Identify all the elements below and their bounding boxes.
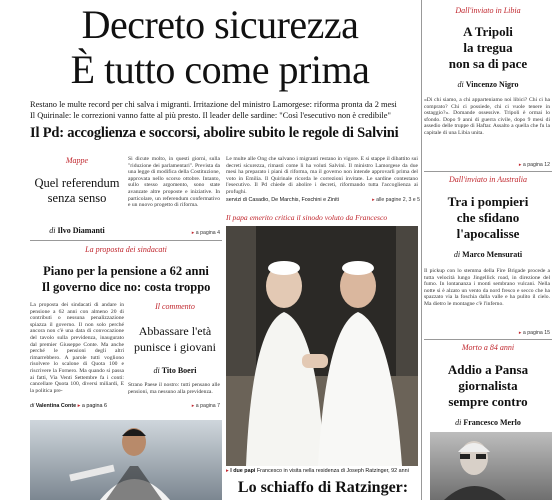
pompieri-ref-text: a pagina 15 [522,330,550,336]
papa-photo [226,226,418,466]
pensione-title-1: Piano per la pensione a 62 anni [43,264,209,278]
right-column-rule [421,0,422,500]
commento-kicker: Il commento [155,302,195,311]
dicite-ref: ▸ a pagina 4 [191,230,220,236]
top-section-divider [30,240,222,241]
mid-text-ref: ▸ alle pagine 2, 3 e 5 [372,197,420,203]
pompieri-author-prefix: di [453,250,461,259]
main-headline-2: È tutto come prima [70,47,370,92]
pansa-author-name: Francesco Merlo [463,418,521,427]
pompieri-title-2: che sfidano [456,210,520,225]
pensione-author: di Valentina Conte ▸ a pagina 6 [30,403,108,409]
libia-body: «Di chi siamo, a chi apparteniamo noi libici? Chi ci ha comprato? Chi ci possiede, chi ci vuole tenere in ostaggio?». Domande ossessive. Tripoli è ormai lo sfondo. Dopo 9 anni di guerra civile, dopo 9 mesi di assedio delle truppe di Haftar. Assalto a quella che fu la capitale di una Libia unita. [424,97,550,136]
pompieri-author [424,250,552,259]
pensione-body: La proposta dei sindacati di andare in pensione a 62 anni con almeno 20 di contributi o nessuna penalizzazione spiazza il governo. Il non solo perché ancora non c'è una data di convocazione del tavolo sulla previdenza, inaugurato dal premier Giuseppe Conte. Ma anche perché le pensioni degli altri rimarrebbero. A parole tutti vogliono risolvere lo scalone di Quota 100 e riscrivere la Fornero. Ma quando si passa ai fatti, Via Venti Settembre fa i conti: cancellare Quota 100, diversi miliardi, E la politica pre- [30,302,124,394]
commento-ref: ▸ a pagina 7 [191,403,220,409]
libia-divider [424,171,552,172]
dicite-ref-text: a pagina 4 [195,230,220,236]
mid-text-body: Le multe alle Ong che salvano i migranti restano in vigore. E si stappe il dibattito sui decreti sicurezza, rimasti come li ha voluti Salvini. Il ministro Lamorgese da due mesi ha preparato i piani di riforma, ma il governo non intende approvarli prima del voto in Emilia. Il Quirinale ricorda le correzioni invitate. Le sardine contestano l'esecutivo. Il Pd chiede di abolire i decreti, riformando tutta l'accoglienza ai profughi. [226,156,418,195]
pompieri-ref: ▸ a pagina 15 [518,330,550,336]
referendum-kicker: Mappe [65,156,89,165]
main-summary-1: Restano le multe record per chi salva i migranti. Irritazione del ministro Lamorgese: riforma pronta da 2 mesi [30,100,397,109]
referendum-title-2: senza senso [47,191,107,205]
pensione-kicker: La proposta dei sindacati [85,245,167,254]
libia-title-1: A Tripoli [463,24,513,39]
papa-caption: ▸ I due papi Francesco in visita nella residenza di Joseph Ratzinger, 92 anni [226,468,409,474]
pensione-ref-text: a pagina 6 [81,403,108,409]
libia-title-2: la tregua [463,40,513,55]
papa-kicker: Il papa emerito critica il sinodo voluto da Francesco [226,213,388,222]
mid-text-authors: servizi di Casadio, De Marchis, Foschini e Ziniti [226,197,339,203]
libia-ref: ▸ a pagina 12 [518,162,550,168]
pansa-photo [430,432,552,500]
main-subhead: Il Pd: accoglienza e soccorsi, abolire subito le regole di Salvini [30,125,399,141]
libia-author [424,80,552,89]
referendum-title-1: Quel referendum [34,176,120,190]
libia-author-name: Vincenzo Nigro [465,80,519,89]
papa-headline: Lo schiaffo di Ratzinger: [237,479,409,496]
main-summary-2: Il Quirinale: le correzioni vanno fatte al più presto. Il leader delle sardine: "Così l'esecutivo non è credibile" [30,111,391,120]
pompieri-title-1: Tra i pompieri [447,194,529,209]
commento-body: Strano Paese il nostro: tutti pensano alle pensioni, ma nessuno alla previdenza. [128,382,220,395]
libia-title-3: non sa di pace [448,56,528,71]
pompieri-author-name: Marco Mensurati [462,250,523,259]
mid-text-ref-text: alle pagine 2, 3 e 5 [376,197,420,203]
referendum-author [30,226,124,235]
athlete-figure-icon [30,420,222,500]
main-headline-1: Decreto sicurezza [81,2,359,47]
pompieri-kicker: Dall'inviato in Australia [448,175,527,184]
dicite-body: Si dicute molto, in questi giorni, sulla "riduzione dei parlamentari". Prevista da una legge di modifica della Costituzione, approvata nello scorso ottobre. Intanto, sullo stesso argomento, sono state avanzate altre proposte e iniziative. In particolare, un referendum confermativo e un nuovo progetto di riforma. [128,156,220,209]
athlete-photo [30,420,222,500]
pompieri-title-3: l'apocalisse [456,226,520,241]
referendum-author-prefix: di [49,226,56,235]
referendum-author-name: Ilvo Diamanti [57,226,105,235]
commento-title-1: Abbassare l'età [138,324,212,338]
pensione-title-2: Il governo dice no: costa troppo [41,280,211,294]
pompieri-divider [424,339,552,340]
pompieri-body: Il pickup con lo stemma della Fire Brigade procede a tutta velocità lungo Jingellick road, in direzione del fumo. In lontananza i monti sembrano vulcani. Nella notte si è alzato un vento da nord fresco e secco che ha spazzato via la foschia dalla valle e ha pulito il cielo. Ma dietro le montagne c'è l'inferno. [424,268,550,307]
pansa-title-2: giornalista [458,378,518,393]
libia-author-prefix: di [457,80,464,89]
pensione-author-prefix: di [30,403,35,409]
commento-title-2: punisce i giovani [134,340,216,354]
pansa-title-1: Addio a Pansa [447,362,529,377]
commento-author-name: Tito Boeri [161,366,197,375]
commento-author-prefix: di [153,366,160,375]
two-popes-icon [226,226,418,466]
pansa-author [424,418,552,427]
libia-ref-text: a pagina 12 [522,162,550,168]
libia-kicker: Dall'inviato in Libia [455,6,521,15]
pansa-author-prefix: di [455,418,462,427]
pansa-title-3: sempre contro [448,394,528,409]
papa-caption-bold: I due papi [230,468,256,474]
commento-author [128,366,222,375]
papa-caption-text: Francesco in visita nella residenza di Joseph Ratzinger, 92 anni [256,468,409,474]
commento-ref-text: a pagina 7 [195,403,220,409]
pansa-portrait-icon [430,432,552,500]
pansa-kicker: Morto a 84 anni [461,343,515,352]
pensione-author-name: Valentina Conte [35,403,77,409]
